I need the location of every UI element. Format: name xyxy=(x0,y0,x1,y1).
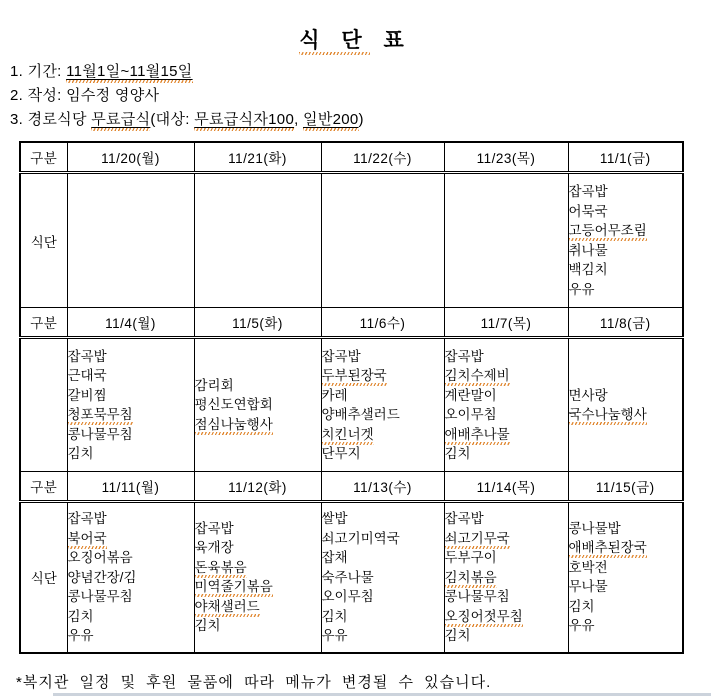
menu-item-text: 잡곡밥 xyxy=(444,348,484,364)
menu-item xyxy=(195,558,321,578)
menu-cell xyxy=(67,502,194,653)
menu-item-text: 잡곡밥 xyxy=(321,348,361,364)
menu-item xyxy=(569,202,683,222)
meal-row xyxy=(20,338,683,472)
menu-item-text: 백김치 xyxy=(568,262,608,277)
date-header-cell: 11/12(화) xyxy=(194,472,321,502)
note-line xyxy=(10,60,364,84)
menu-item xyxy=(445,529,568,549)
menu-item-text: 우유 xyxy=(67,628,94,643)
menu-item xyxy=(68,366,194,386)
menu-item-text: 우유 xyxy=(568,618,595,634)
meal-row xyxy=(20,502,683,653)
menu-item xyxy=(195,597,321,617)
menu-item xyxy=(569,241,683,261)
menu-item-text: 콩나물무침 xyxy=(67,589,133,604)
menu-item xyxy=(68,444,194,464)
marked-text-segment: 무료급식 xyxy=(91,111,150,131)
menu-item xyxy=(322,444,444,464)
row-header-gubun: 구분 xyxy=(20,308,67,338)
menu-item-text: 감리회 xyxy=(194,377,234,393)
menu-item-text: 양념간장/김 xyxy=(67,569,137,585)
menu-cell xyxy=(321,502,444,653)
menu-item-text-squiggled: 김치볶음 xyxy=(445,570,497,588)
menu-item xyxy=(322,607,444,627)
menu-item xyxy=(569,616,683,636)
menu-item-text: 잡곡밥 xyxy=(67,511,107,526)
menu-item xyxy=(445,568,568,588)
menu-item xyxy=(195,538,321,558)
date-header-row xyxy=(20,308,683,338)
menu-item xyxy=(68,405,194,425)
row-label-sikdan: 식단 xyxy=(20,173,67,308)
menu-item xyxy=(569,577,683,597)
meal-row xyxy=(20,173,683,308)
menu-item-text-squiggled: 오징어젓무침 xyxy=(445,609,523,627)
menu-item xyxy=(445,509,568,529)
menu-item xyxy=(445,425,568,445)
menu-cell xyxy=(568,502,683,653)
menu-cell xyxy=(321,173,444,308)
menu-item-text: 김치 xyxy=(194,618,221,634)
text-segment: 1. 기간: xyxy=(10,63,67,80)
menu-item-text-squiggled: 치킨너겟 xyxy=(322,427,374,445)
menu-item-text: 잡곡밥 xyxy=(568,184,608,199)
menu-item xyxy=(569,538,683,558)
menu-item xyxy=(68,386,194,406)
menu-item-text-squiggled: 북어국 xyxy=(68,531,107,549)
menu-item xyxy=(195,519,321,539)
menu-cell xyxy=(67,173,194,308)
menu-cell xyxy=(568,338,683,472)
menu-item xyxy=(569,597,683,617)
menu-item xyxy=(569,519,683,539)
menu-item-text: 갈비찜 xyxy=(67,387,107,403)
menu-item-text: 김치 xyxy=(568,598,595,614)
row-header-gubun: 구분 xyxy=(20,142,67,173)
menu-item-text: 우유 xyxy=(568,281,595,297)
menu-item xyxy=(322,626,444,646)
menu-item xyxy=(195,415,321,435)
menu-item xyxy=(68,529,194,549)
menu-item xyxy=(195,616,321,636)
date-header-row xyxy=(20,472,683,502)
menu-item xyxy=(322,405,444,425)
menu-item xyxy=(445,587,568,607)
menu-item-text: 콩나물무침 xyxy=(444,589,510,604)
menu-item-text: 잡채 xyxy=(321,550,348,565)
date-header-cell: 11/4(월) xyxy=(67,308,194,338)
footer-disclaimer: *복지관 일정 및 후원 물품에 따라 메뉴가 변경될 수 있습니다. xyxy=(16,674,492,691)
date-header-cell: 11/1(금) xyxy=(568,142,683,173)
menu-item xyxy=(68,626,194,646)
menu-item xyxy=(569,386,683,406)
menu-cell xyxy=(444,338,568,472)
menu-item xyxy=(445,548,568,568)
menu-item xyxy=(569,280,683,300)
menu-item xyxy=(322,529,444,549)
menu-item-text: 육개장 xyxy=(194,540,234,556)
menu-item-text: 김치 xyxy=(444,446,471,461)
menu-item xyxy=(322,386,444,406)
menu-item xyxy=(445,366,568,386)
menu-item-text: 김치 xyxy=(67,446,94,461)
menu-item-text-squiggled: 돈육볶음 xyxy=(195,560,247,578)
marked-text-segment: 일반200 xyxy=(303,111,359,131)
meal-table xyxy=(19,141,684,654)
menu-item xyxy=(445,386,568,406)
menu-item-text: 어묵국 xyxy=(568,203,608,219)
menu-item-text-squiggled: 미역줄기볶음 xyxy=(195,579,273,597)
menu-item xyxy=(569,182,683,202)
menu-item xyxy=(68,607,194,627)
note-line xyxy=(10,108,364,132)
text-segment: , xyxy=(294,111,304,128)
date-header-cell: 11/20(월) xyxy=(67,142,194,173)
doc-notes xyxy=(10,60,364,132)
menu-item-text: 잡곡밥 xyxy=(444,511,484,526)
note-line xyxy=(10,84,364,108)
menu-item xyxy=(322,425,444,445)
menu-cell xyxy=(568,173,683,308)
menu-item xyxy=(68,509,194,529)
menu-item xyxy=(445,626,568,646)
menu-item-text: 면사랑 xyxy=(568,387,608,403)
menu-item-text: 잡곡밥 xyxy=(67,348,107,364)
menu-item xyxy=(322,568,444,588)
menu-item-text-squiggled: 쇠고기무국 xyxy=(445,531,510,549)
menu-item-text: 콩나물무침 xyxy=(67,426,133,442)
menu-item xyxy=(68,425,194,445)
menu-cell xyxy=(444,502,568,653)
menu-item xyxy=(195,577,321,597)
menu-item-text: 취나물 xyxy=(568,242,608,258)
menu-item-text: 쌀밥 xyxy=(321,511,348,526)
menu-item xyxy=(445,405,568,425)
menu-item xyxy=(322,347,444,367)
menu-item xyxy=(445,444,568,464)
date-header-cell: 11/22(수) xyxy=(321,142,444,173)
row-header-gubun: 구분 xyxy=(20,472,67,502)
date-header-cell: 11/23(목) xyxy=(444,142,568,173)
menu-item xyxy=(322,548,444,568)
menu-item-text: 김치 xyxy=(321,608,348,624)
date-header-cell: 11/5(화) xyxy=(194,308,321,338)
menu-item-text-squiggled: 애배추된장국 xyxy=(569,540,647,558)
menu-item xyxy=(195,395,321,415)
menu-item xyxy=(68,347,194,367)
menu-item-text: 오징어볶음 xyxy=(67,550,133,565)
menu-item-text: 쇠고기미역국 xyxy=(321,530,400,546)
menu-item-text: 김치 xyxy=(67,608,94,624)
marked-text-segment: 식 단 xyxy=(299,29,369,55)
date-header-cell: 11/6수) xyxy=(321,308,444,338)
menu-item-text: 김치 xyxy=(444,628,471,643)
menu-cell xyxy=(444,173,568,308)
menu-item-text: 근대국 xyxy=(67,368,107,383)
date-header-cell: 11/13(수) xyxy=(321,472,444,502)
menu-item-text: 콩나물밥 xyxy=(568,520,621,536)
menu-item-text-squiggled: 애배추나물 xyxy=(445,427,510,445)
menu-cell xyxy=(194,502,321,653)
marked-text-segment: 11월1일~11월15일 xyxy=(66,63,193,83)
date-header-cell: 11/15(금) xyxy=(568,472,683,502)
menu-item-text: 잡곡밥 xyxy=(194,520,234,536)
menu-item xyxy=(68,568,194,588)
date-header-cell: 11/8(금) xyxy=(568,308,683,338)
row-label-sikdan xyxy=(20,338,67,472)
date-header-cell: 11/21(화) xyxy=(194,142,321,173)
menu-item-text: 계란말이 xyxy=(444,387,497,403)
date-header-cell: 11/7(목) xyxy=(444,308,568,338)
text-segment: 표 xyxy=(369,29,412,52)
menu-item-text: 숙주나물 xyxy=(321,569,374,585)
marked-text-segment: 무료급식자100 xyxy=(194,111,294,131)
menu-item-text: 두부구이 xyxy=(444,550,497,565)
menu-item-text: 단무지 xyxy=(321,446,361,461)
menu-item-text: 호박전 xyxy=(568,559,608,575)
menu-item xyxy=(445,347,568,367)
menu-item-text-squiggled: 야채샐러드 xyxy=(195,599,260,617)
menu-item-text-squiggled: 점심나눔행사 xyxy=(195,417,273,435)
menu-item xyxy=(68,587,194,607)
menu-item-text-squiggled: 국수나눔행사 xyxy=(569,407,647,425)
menu-item-text-squiggled: 김치수제비 xyxy=(445,368,510,386)
menu-cell xyxy=(194,338,321,472)
menu-item xyxy=(569,221,683,241)
menu-item xyxy=(195,376,321,396)
menu-item-text: 오이무침 xyxy=(444,407,497,422)
menu-item xyxy=(68,548,194,568)
menu-item xyxy=(445,607,568,627)
date-header-cell: 11/11(월) xyxy=(67,472,194,502)
menu-item xyxy=(569,405,683,425)
menu-item-text: 평신도연합회 xyxy=(194,397,273,413)
menu-item xyxy=(322,366,444,386)
menu-cell xyxy=(194,173,321,308)
menu-cell xyxy=(67,338,194,472)
menu-item-text: 무나물 xyxy=(568,579,608,595)
date-header-row xyxy=(20,142,683,173)
row-label-sikdan: 식단 xyxy=(20,502,67,653)
menu-item xyxy=(322,509,444,529)
text-segment: (대상: xyxy=(150,111,195,128)
menu-item-text: 우유 xyxy=(321,628,348,643)
page-title xyxy=(0,24,711,54)
menu-item-text: 양배추샐러드 xyxy=(321,407,400,422)
menu-cell xyxy=(321,338,444,472)
menu-item xyxy=(569,260,683,280)
text-segment: 2. 작성: 임수정 영양사 xyxy=(10,87,160,104)
menu-item-text: 카레 xyxy=(321,387,348,403)
text-segment: ) xyxy=(358,111,364,128)
date-header-cell: 11/14(목) xyxy=(444,472,568,502)
menu-item xyxy=(322,587,444,607)
text-segment: 3. 경로식당 xyxy=(10,111,92,128)
menu-item-text-squiggled: 두부된장국 xyxy=(322,368,387,386)
menu-item xyxy=(569,558,683,578)
menu-item-text-squiggled: 고등어무조림 xyxy=(569,223,647,241)
menu-item-text: 오이무침 xyxy=(321,589,374,604)
menu-item-text-squiggled: 청포묵무침 xyxy=(68,407,133,425)
